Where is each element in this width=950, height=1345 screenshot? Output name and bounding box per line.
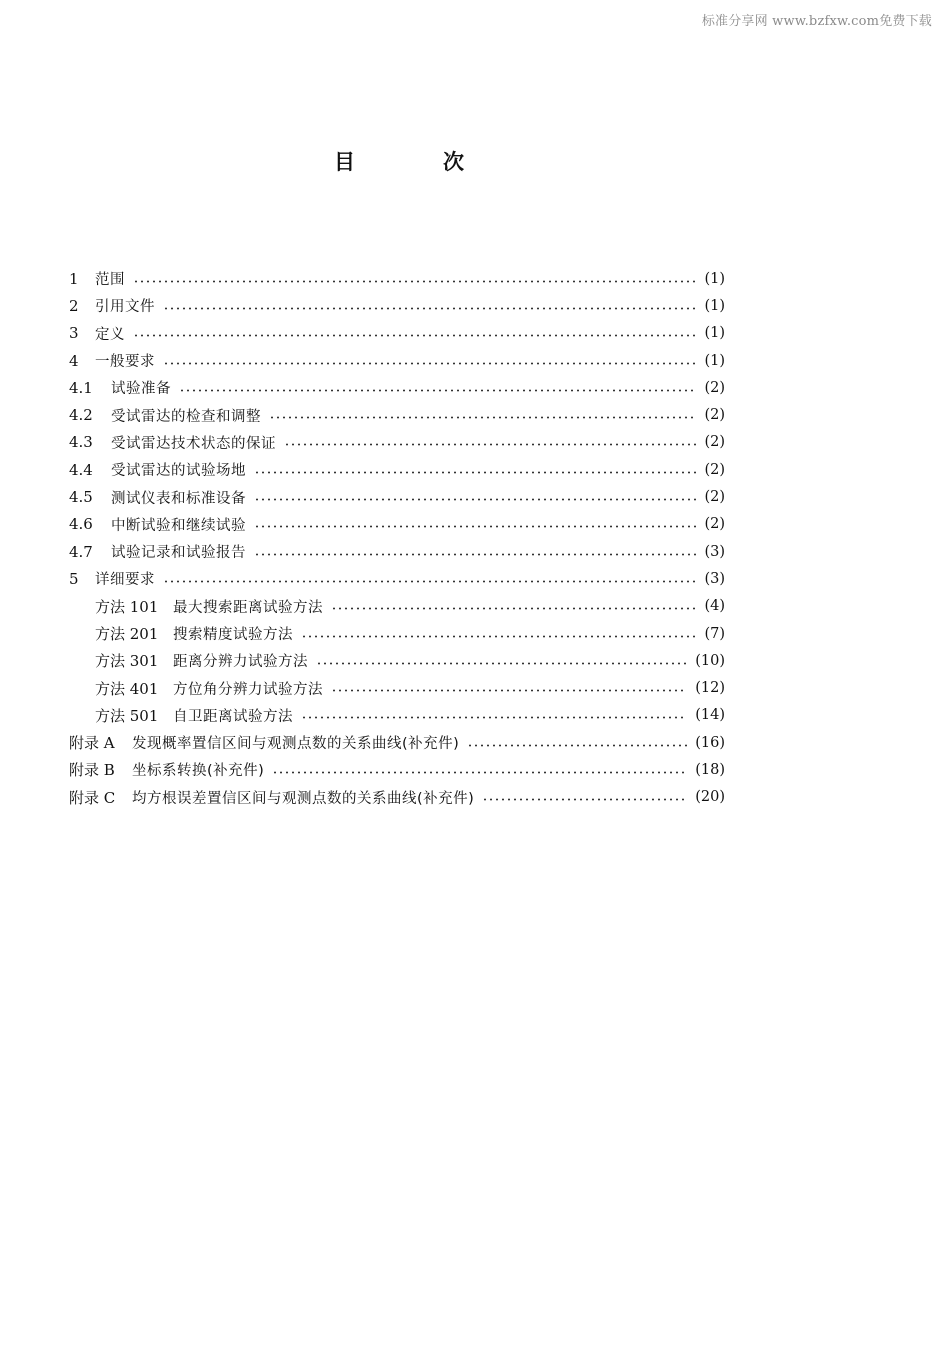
watermark-text: 标准分享网 www.bzfxw.com免费下载 [701, 14, 932, 29]
toc-page: (2) [704, 461, 725, 478]
toc-leader-dots [163, 362, 696, 365]
toc-label: 受试雷达技术状态的保证 [111, 435, 276, 452]
toc-label: 方位角分辨力试验方法 [173, 681, 323, 698]
toc-label: 发现概率置信区间与观测点数的关系曲线(补充件) [132, 736, 460, 753]
toc-leader-dots [482, 798, 687, 801]
toc-entry-appendix-c[interactable] [69, 784, 725, 811]
toc-entry-2[interactable] [69, 292, 725, 319]
toc-label: 范围 [95, 272, 125, 289]
toc-label: 受试雷达的检查和调整 [111, 408, 261, 425]
toc-leader-dots [301, 635, 696, 638]
toc-number: 4 [69, 351, 79, 370]
toc-label: 试验准备 [111, 381, 171, 398]
toc-label: 最大搜索距离试验方法 [173, 599, 323, 616]
toc-entry-3[interactable] [69, 320, 725, 347]
toc-entry-method-401[interactable] [69, 674, 725, 701]
toc-page: (1) [704, 325, 725, 342]
toc-label: 一般要求 [95, 354, 155, 371]
toc-number: 方法 101 [95, 597, 159, 616]
title-char-1: 目 [334, 150, 355, 174]
toc-entry-method-101[interactable] [69, 593, 725, 620]
toc-label: 详细要求 [95, 572, 155, 589]
toc-number: 附录 A [69, 734, 115, 753]
toc-leader-dots [467, 744, 687, 747]
toc-leader-dots [133, 334, 696, 337]
toc-page: (2) [704, 434, 725, 451]
toc-leader-dots [254, 471, 696, 474]
toc-number: 1 [69, 269, 79, 288]
toc-entry-method-301[interactable] [69, 647, 725, 674]
toc-label: 自卫距离试验方法 [173, 708, 293, 725]
toc-leader-dots [331, 689, 687, 692]
toc-number: 4.3 [69, 433, 93, 452]
toc-leader-dots [163, 307, 696, 310]
toc-entry-4-1[interactable] [69, 374, 725, 401]
toc-label: 距离分辨力试验方法 [173, 654, 308, 671]
toc-leader-dots [254, 553, 696, 556]
toc-page: (2) [704, 407, 725, 424]
toc-number: 附录 C [69, 788, 116, 807]
toc-number: 4.6 [69, 515, 93, 534]
toc-label: 中断试验和继续试验 [111, 517, 246, 534]
toc-leader-dots [272, 771, 687, 774]
toc-number: 方法 501 [95, 706, 159, 725]
toc-page: (4) [704, 598, 725, 615]
toc-leader-dots [269, 416, 696, 419]
toc-leader-dots [254, 498, 696, 501]
toc-number: 4.7 [69, 542, 93, 561]
toc-label: 定义 [95, 326, 125, 343]
toc-label: 试验记录和试验报告 [111, 545, 246, 562]
toc-number: 附录 B [69, 761, 115, 780]
toc-entry-4-3[interactable] [69, 429, 725, 456]
toc-entry-4-7[interactable] [69, 538, 725, 565]
toc-number: 4.1 [69, 378, 93, 397]
page-title [334, 146, 464, 176]
toc-number: 3 [69, 324, 79, 343]
toc-leader-dots [301, 716, 687, 719]
toc-label: 测试仪表和标准设备 [111, 490, 246, 507]
toc-leader-dots [284, 443, 696, 446]
toc-page: (20) [695, 789, 725, 806]
toc-page: (14) [695, 707, 725, 724]
toc-leader-dots [316, 662, 687, 665]
toc-entry-4-6[interactable] [69, 511, 725, 538]
toc-label: 受试雷达的试验场地 [111, 463, 246, 480]
toc-page: (2) [704, 489, 725, 506]
toc-leader-dots [331, 607, 696, 610]
toc-number: 4.4 [69, 460, 93, 479]
toc-page: (2) [704, 516, 725, 533]
toc-entry-4-5[interactable] [69, 483, 725, 510]
toc-entry-4[interactable] [69, 347, 725, 374]
toc-page: (1) [704, 297, 725, 314]
toc-page: (16) [695, 734, 725, 751]
toc-label: 搜索精度试验方法 [173, 627, 293, 643]
toc-number: 方法 301 [95, 652, 159, 671]
toc-label: 均方根误差置信区间与观测点数的关系曲线(补充件) [132, 790, 475, 807]
toc-leader-dots [163, 580, 696, 583]
toc-number: 2 [69, 296, 79, 315]
toc-number: 方法 201 [95, 625, 159, 643]
toc-entry-4-2[interactable] [69, 401, 725, 428]
toc-entry-4-4[interactable] [69, 456, 725, 483]
toc-number: 4.5 [69, 488, 93, 507]
toc-page: (3) [704, 543, 725, 560]
toc-leader-dots [254, 525, 696, 528]
toc-entry-5[interactable] [69, 565, 725, 592]
toc-page: (1) [704, 352, 725, 369]
toc-leader-dots [179, 389, 696, 392]
toc-page: (7) [704, 625, 725, 642]
toc-page: (12) [695, 680, 725, 697]
toc-number: 5 [69, 569, 79, 588]
title-char-2: 次 [443, 150, 464, 174]
toc-entry-method-201[interactable] [69, 620, 725, 647]
toc-page: (1) [704, 270, 725, 287]
toc-label: 坐标系转换(补充件) [132, 763, 265, 780]
toc-page: (3) [704, 570, 725, 587]
toc-entry-method-501[interactable] [69, 702, 725, 729]
toc-entry-1[interactable] [69, 265, 725, 292]
toc-page: (10) [695, 652, 725, 669]
toc-label: 引用文件 [95, 299, 155, 316]
toc-entry-appendix-b[interactable] [69, 756, 725, 783]
toc-page: (18) [695, 761, 725, 778]
toc-entry-appendix-a[interactable] [69, 729, 725, 756]
toc-leader-dots [133, 280, 696, 283]
table-of-contents [69, 265, 725, 811]
toc-number: 4.2 [69, 406, 93, 425]
toc-page: (2) [704, 379, 725, 396]
toc-number: 方法 401 [95, 679, 159, 698]
